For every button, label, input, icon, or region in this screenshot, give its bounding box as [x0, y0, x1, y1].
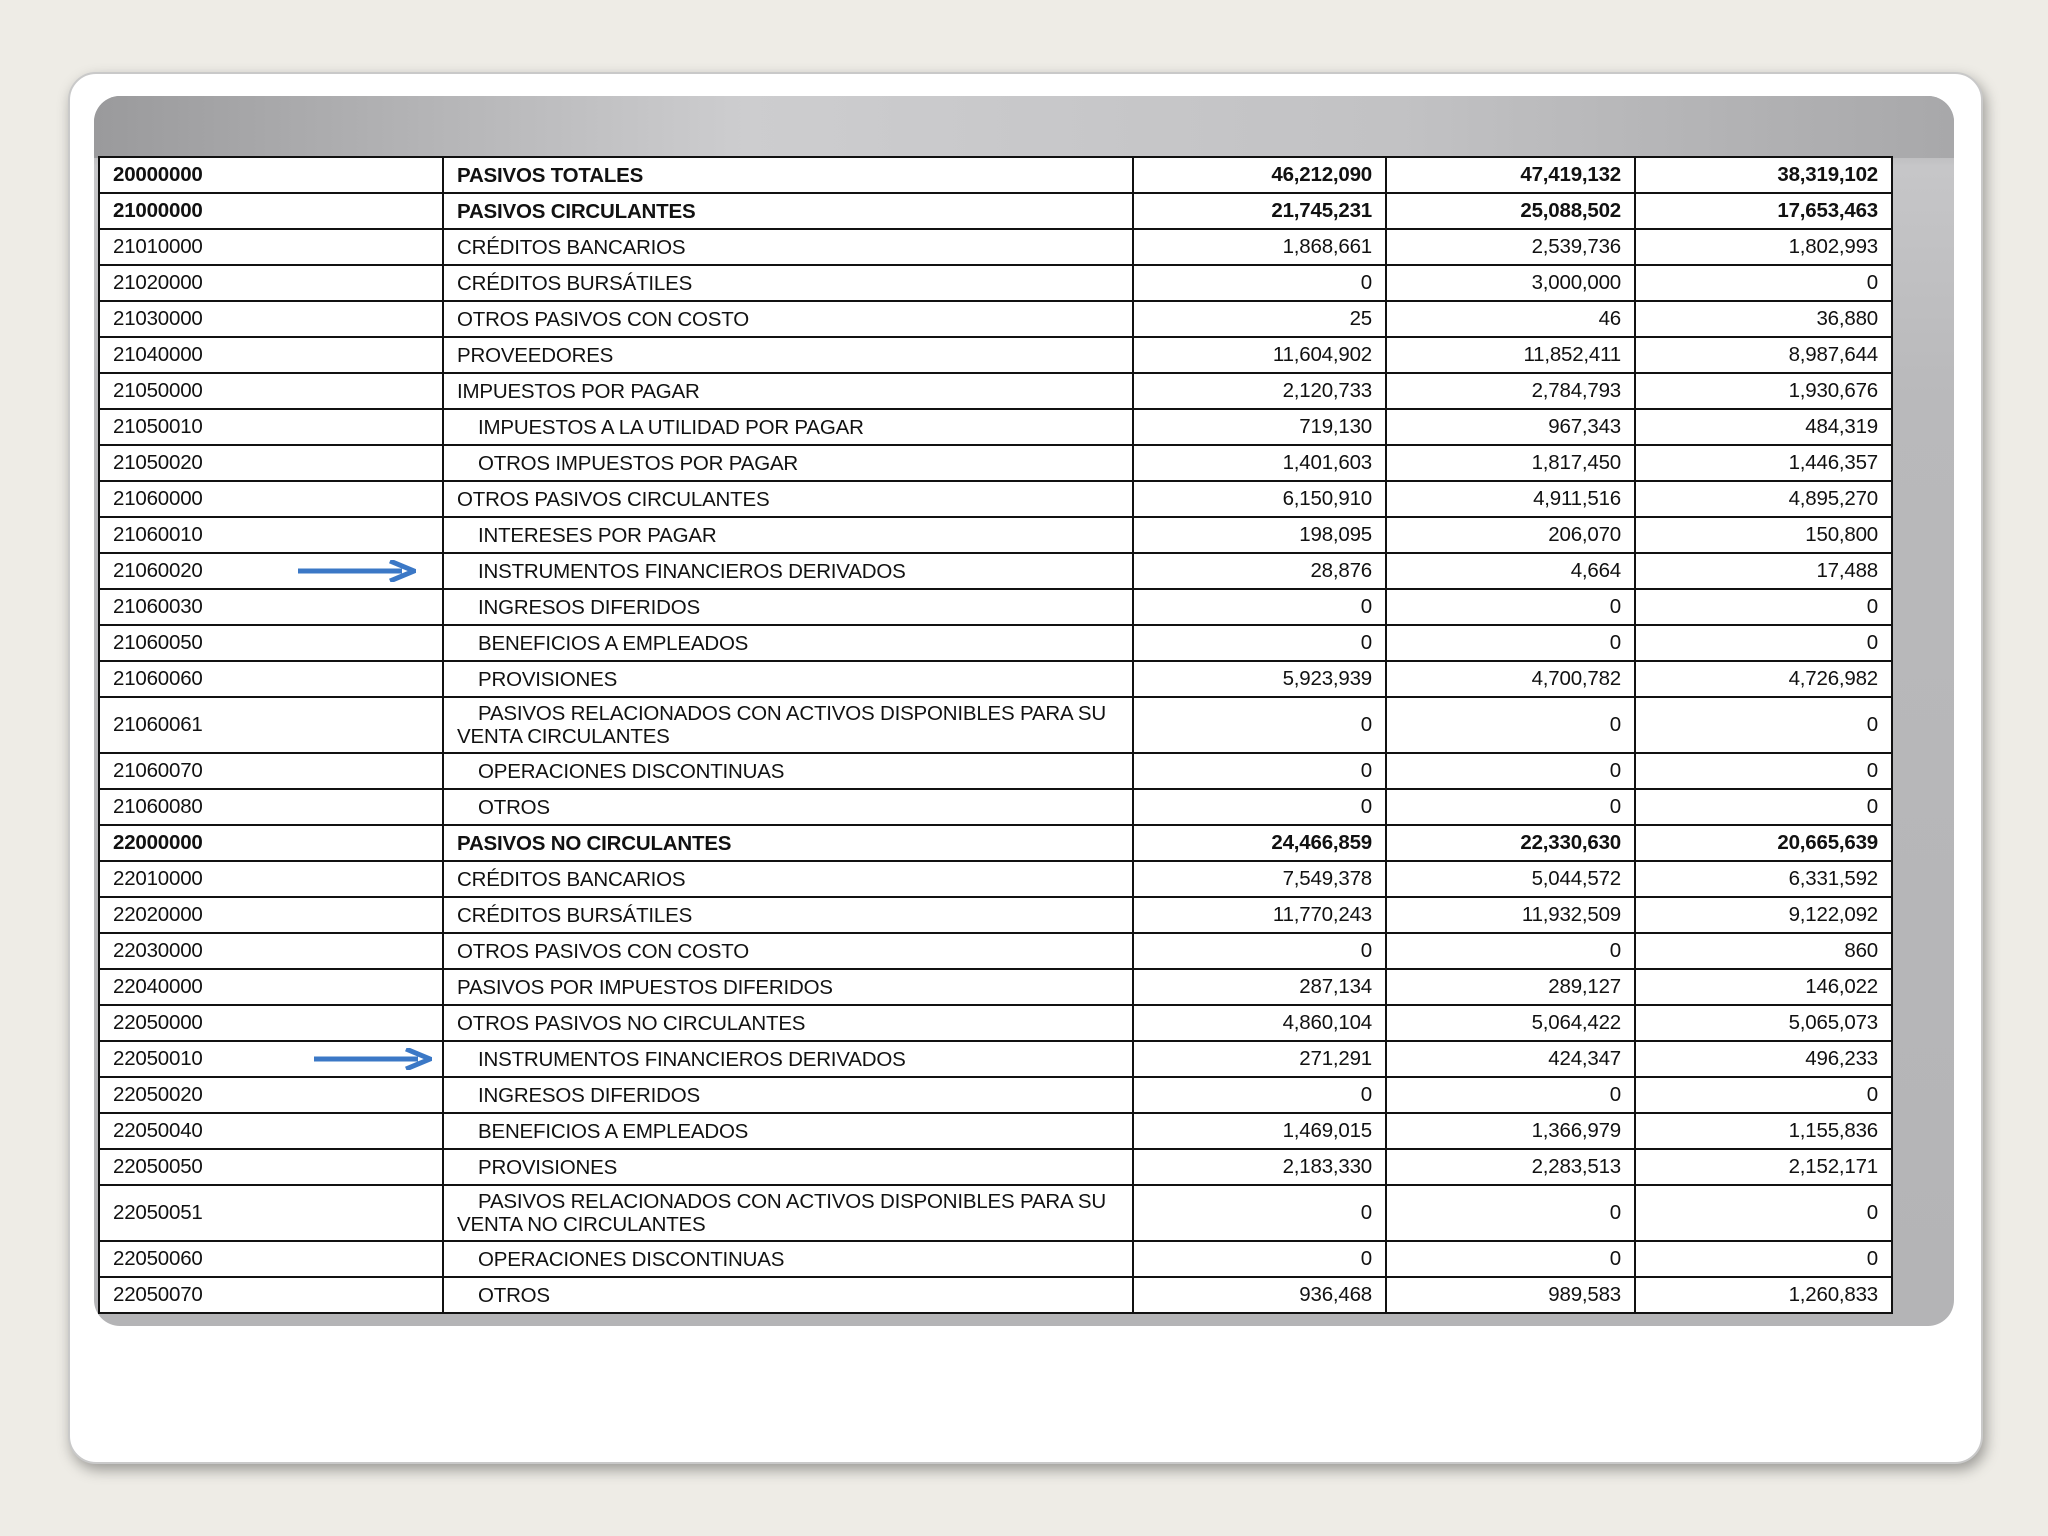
account-code-cell [99, 553, 443, 589]
account-description [443, 1077, 1133, 1113]
account-description [443, 1113, 1133, 1149]
amount-period-2: 0 [1386, 1077, 1635, 1113]
amount-period-1: 5,923,939 [1133, 661, 1386, 697]
table-row [99, 373, 1892, 409]
amount-period-2: 424,347 [1386, 1041, 1635, 1077]
amount-period-2: 0 [1386, 625, 1635, 661]
account-description [443, 517, 1133, 553]
account-code-cell [99, 517, 443, 553]
amount-period-2: 5,044,572 [1386, 861, 1635, 897]
amount-period-2: 0 [1386, 1185, 1635, 1241]
account-code: 21060060 [113, 667, 203, 690]
account-code: 22050060 [113, 1247, 203, 1270]
amount-period-2: 1,366,979 [1386, 1113, 1635, 1149]
account-code: 22050010 [113, 1047, 203, 1070]
account-code-cell [99, 825, 443, 861]
table-row [99, 753, 1892, 789]
account-code-cell [99, 1005, 443, 1041]
amount-period-3: 0 [1635, 789, 1892, 825]
table-row [99, 229, 1892, 265]
amount-period-1: 1,868,661 [1133, 229, 1386, 265]
description-text: PASIVOS RELACIONADOS CON ACTIVOS DISPONIBLES PARA SU [478, 702, 1106, 725]
table-row [99, 193, 1892, 229]
table-row [99, 301, 1892, 337]
account-code: 21060050 [113, 631, 203, 654]
account-code: 22000000 [113, 831, 203, 854]
account-description [443, 1241, 1133, 1277]
amount-period-1: 46,212,090 [1133, 157, 1386, 193]
table-row [99, 1005, 1892, 1041]
description-text: PASIVOS TOTALES [457, 163, 644, 187]
amount-period-1: 21,745,231 [1133, 193, 1386, 229]
account-description [443, 661, 1133, 697]
amount-period-1: 0 [1133, 753, 1386, 789]
account-code-cell [99, 625, 443, 661]
table-row [99, 1185, 1892, 1241]
description-text: OTROS PASIVOS NO CIRCULANTES [457, 1011, 806, 1035]
table-row [99, 1149, 1892, 1185]
table-row [99, 265, 1892, 301]
amount-period-2: 5,064,422 [1386, 1005, 1635, 1041]
table-row [99, 897, 1892, 933]
amount-period-1: 936,468 [1133, 1277, 1386, 1313]
amount-period-1: 0 [1133, 697, 1386, 753]
description-text-continued: VENTA CIRCULANTES [457, 725, 670, 748]
description-text: BENEFICIOS A EMPLEADOS [478, 631, 749, 655]
table-row [99, 661, 1892, 697]
amount-period-2: 4,664 [1386, 553, 1635, 589]
amount-period-1: 0 [1133, 1185, 1386, 1241]
account-code-cell [99, 265, 443, 301]
account-code-cell [99, 1077, 443, 1113]
account-description [443, 1149, 1133, 1185]
amount-period-3: 1,930,676 [1635, 373, 1892, 409]
account-code-cell [99, 861, 443, 897]
account-description [443, 825, 1133, 861]
description-text: OTROS PASIVOS CON COSTO [457, 939, 749, 963]
amount-period-2: 0 [1386, 789, 1635, 825]
amount-period-3: 36,880 [1635, 301, 1892, 337]
account-code: 22050040 [113, 1119, 203, 1142]
account-code-cell [99, 969, 443, 1005]
amount-period-2: 2,784,793 [1386, 373, 1635, 409]
account-code: 22010000 [113, 867, 203, 890]
description-text: CRÉDITOS BURSÁTILES [457, 903, 693, 927]
description-text: OPERACIONES DISCONTINUAS [478, 1247, 785, 1271]
amount-period-1: 11,770,243 [1133, 897, 1386, 933]
amount-period-2: 2,283,513 [1386, 1149, 1635, 1185]
description-text: OTROS IMPUESTOS POR PAGAR [478, 451, 799, 475]
account-code: 21050000 [113, 379, 203, 402]
amount-period-1: 2,120,733 [1133, 373, 1386, 409]
amount-period-3: 1,446,357 [1635, 445, 1892, 481]
table-row [99, 589, 1892, 625]
table-row [99, 861, 1892, 897]
account-description [443, 897, 1133, 933]
table-row [99, 1077, 1892, 1113]
account-description [443, 337, 1133, 373]
amount-period-3: 17,653,463 [1635, 193, 1892, 229]
amount-period-1: 1,469,015 [1133, 1113, 1386, 1149]
account-code-cell [99, 789, 443, 825]
amount-period-1: 271,291 [1133, 1041, 1386, 1077]
amount-period-3: 0 [1635, 589, 1892, 625]
amount-period-3: 1,155,836 [1635, 1113, 1892, 1149]
amount-period-1: 7,549,378 [1133, 861, 1386, 897]
account-description [443, 697, 1133, 753]
table-row [99, 337, 1892, 373]
amount-period-2: 4,700,782 [1386, 661, 1635, 697]
account-code-cell [99, 337, 443, 373]
account-code-cell [99, 697, 443, 753]
description-text: PASIVOS CIRCULANTES [457, 199, 696, 223]
account-code: 21050020 [113, 451, 203, 474]
account-description [443, 753, 1133, 789]
account-description [443, 625, 1133, 661]
amount-period-1: 0 [1133, 1241, 1386, 1277]
account-description [443, 969, 1133, 1005]
description-text: PASIVOS NO CIRCULANTES [457, 831, 732, 855]
table-row [99, 1277, 1892, 1313]
description-text: CRÉDITOS BANCARIOS [457, 235, 686, 259]
description-text: INSTRUMENTOS FINANCIEROS DERIVADOS [478, 559, 906, 583]
amount-period-2: 22,330,630 [1386, 825, 1635, 861]
table-row [99, 409, 1892, 445]
account-code-cell [99, 157, 443, 193]
amount-period-1: 25 [1133, 301, 1386, 337]
amount-period-2: 0 [1386, 933, 1635, 969]
amount-period-3: 150,800 [1635, 517, 1892, 553]
amount-period-3: 0 [1635, 1077, 1892, 1113]
amount-period-2: 206,070 [1386, 517, 1635, 553]
amount-period-1: 0 [1133, 933, 1386, 969]
table-row [99, 553, 1892, 589]
amount-period-1: 0 [1133, 589, 1386, 625]
account-code: 21060080 [113, 795, 203, 818]
account-code: 21030000 [113, 307, 203, 330]
description-text: PASIVOS POR IMPUESTOS DIFERIDOS [457, 975, 833, 999]
account-code-cell [99, 1041, 443, 1077]
amount-period-3: 146,022 [1635, 969, 1892, 1005]
amount-period-3: 0 [1635, 1241, 1892, 1277]
account-description [443, 373, 1133, 409]
description-text: CRÉDITOS BURSÁTILES [457, 271, 693, 295]
amount-period-1: 1,401,603 [1133, 445, 1386, 481]
amount-period-3: 8,987,644 [1635, 337, 1892, 373]
account-code-cell [99, 445, 443, 481]
amount-period-1: 287,134 [1133, 969, 1386, 1005]
amount-period-3: 38,319,102 [1635, 157, 1892, 193]
account-description [443, 553, 1133, 589]
amount-period-1: 719,130 [1133, 409, 1386, 445]
table-row [99, 789, 1892, 825]
account-description [443, 1185, 1133, 1241]
description-text: OTROS PASIVOS CIRCULANTES [457, 487, 770, 511]
account-code-cell [99, 933, 443, 969]
account-description [443, 789, 1133, 825]
right-arrow-icon [298, 560, 416, 582]
table-row [99, 625, 1892, 661]
account-code-cell [99, 1149, 443, 1185]
amount-period-3: 4,726,982 [1635, 661, 1892, 697]
amount-period-2: 0 [1386, 753, 1635, 789]
amount-period-3: 17,488 [1635, 553, 1892, 589]
account-description [443, 589, 1133, 625]
account-code: 20000000 [113, 163, 203, 186]
amount-period-3: 0 [1635, 625, 1892, 661]
amount-period-2: 11,932,509 [1386, 897, 1635, 933]
description-text: INTERESES POR PAGAR [478, 523, 717, 547]
account-code: 22050000 [113, 1011, 203, 1034]
account-code: 21060010 [113, 523, 203, 546]
amount-period-2: 0 [1386, 1241, 1635, 1277]
account-code-cell [99, 373, 443, 409]
account-code: 21050010 [113, 415, 203, 438]
account-code-cell [99, 301, 443, 337]
description-text: INSTRUMENTOS FINANCIEROS DERIVADOS [478, 1047, 906, 1071]
account-code: 22050020 [113, 1083, 203, 1106]
account-code: 21010000 [113, 235, 203, 258]
table-row [99, 933, 1892, 969]
description-text-continued: VENTA NO CIRCULANTES [457, 1213, 706, 1236]
account-code-cell [99, 589, 443, 625]
table-row [99, 517, 1892, 553]
amount-period-2: 1,817,450 [1386, 445, 1635, 481]
account-description [443, 409, 1133, 445]
amount-period-3: 2,152,171 [1635, 1149, 1892, 1185]
amount-period-1: 2,183,330 [1133, 1149, 1386, 1185]
account-description [443, 1005, 1133, 1041]
amount-period-3: 1,802,993 [1635, 229, 1892, 265]
amount-period-1: 0 [1133, 1077, 1386, 1113]
table-row [99, 825, 1892, 861]
amount-period-2: 46 [1386, 301, 1635, 337]
account-code: 21060000 [113, 487, 203, 510]
table-row [99, 445, 1892, 481]
amount-period-3: 4,895,270 [1635, 481, 1892, 517]
right-arrow-icon [314, 1048, 432, 1070]
description-text: OTROS PASIVOS CON COSTO [457, 307, 749, 331]
description-text: OTROS [478, 795, 550, 819]
amount-period-1: 198,095 [1133, 517, 1386, 553]
amount-period-2: 289,127 [1386, 969, 1635, 1005]
account-description [443, 445, 1133, 481]
description-text: BENEFICIOS A EMPLEADOS [478, 1119, 749, 1143]
description-text: PASIVOS RELACIONADOS CON ACTIVOS DISPONIBLES PARA SU [478, 1190, 1106, 1213]
amount-period-3: 0 [1635, 753, 1892, 789]
description-text: IMPUESTOS A LA UTILIDAD POR PAGAR [478, 415, 864, 439]
amount-period-2: 2,539,736 [1386, 229, 1635, 265]
amount-period-2: 47,419,132 [1386, 157, 1635, 193]
amount-period-3: 9,122,092 [1635, 897, 1892, 933]
amount-period-2: 4,911,516 [1386, 481, 1635, 517]
account-description [443, 301, 1133, 337]
table-row [99, 1241, 1892, 1277]
amount-period-1: 0 [1133, 789, 1386, 825]
amount-period-3: 20,665,639 [1635, 825, 1892, 861]
table-row [99, 969, 1892, 1005]
account-code: 21060030 [113, 595, 203, 618]
account-description [443, 265, 1133, 301]
account-code-cell [99, 193, 443, 229]
description-text: OPERACIONES DISCONTINUAS [478, 759, 785, 783]
account-code: 21060020 [113, 559, 203, 582]
table-row [99, 157, 1892, 193]
account-code: 22050050 [113, 1155, 203, 1178]
amount-period-2: 11,852,411 [1386, 337, 1635, 373]
account-code: 22040000 [113, 975, 203, 998]
table-row [99, 1113, 1892, 1149]
account-code: 22050070 [113, 1283, 203, 1306]
account-code-cell [99, 1277, 443, 1313]
description-text: PROVISIONES [478, 1155, 618, 1179]
account-code-cell [99, 1241, 443, 1277]
description-text: CRÉDITOS BANCARIOS [457, 867, 686, 891]
liabilities-table [98, 156, 1893, 1314]
account-description [443, 229, 1133, 265]
amount-period-1: 0 [1133, 625, 1386, 661]
description-text: PROVISIONES [478, 667, 618, 691]
amount-period-2: 0 [1386, 697, 1635, 753]
account-code-cell [99, 229, 443, 265]
amount-period-2: 0 [1386, 589, 1635, 625]
amount-period-2: 989,583 [1386, 1277, 1635, 1313]
account-code-cell [99, 481, 443, 517]
account-code-cell [99, 409, 443, 445]
account-description [443, 933, 1133, 969]
amount-period-2: 967,343 [1386, 409, 1635, 445]
amount-period-1: 6,150,910 [1133, 481, 1386, 517]
account-code: 21000000 [113, 199, 203, 222]
amount-period-1: 24,466,859 [1133, 825, 1386, 861]
account-code-cell [99, 753, 443, 789]
amount-period-3: 6,331,592 [1635, 861, 1892, 897]
account-code: 21040000 [113, 343, 203, 366]
account-code: 22030000 [113, 939, 203, 962]
amount-period-1: 0 [1133, 265, 1386, 301]
description-text: PROVEEDORES [457, 343, 614, 367]
table-row [99, 481, 1892, 517]
account-code: 21060070 [113, 759, 203, 782]
account-description [443, 1041, 1133, 1077]
amount-period-2: 3,000,000 [1386, 265, 1635, 301]
account-code-cell [99, 897, 443, 933]
account-code: 22020000 [113, 903, 203, 926]
amount-period-3: 860 [1635, 933, 1892, 969]
table-row [99, 697, 1892, 753]
account-description [443, 1277, 1133, 1313]
amount-period-2: 25,088,502 [1386, 193, 1635, 229]
description-text: INGRESOS DIFERIDOS [478, 1083, 700, 1107]
amount-period-3: 496,233 [1635, 1041, 1892, 1077]
account-description [443, 157, 1133, 193]
amount-period-3: 0 [1635, 697, 1892, 753]
amount-period-3: 1,260,833 [1635, 1277, 1892, 1313]
table-body [99, 157, 1892, 1313]
account-code: 21020000 [113, 271, 203, 294]
amount-period-1: 4,860,104 [1133, 1005, 1386, 1041]
description-text: INGRESOS DIFERIDOS [478, 595, 700, 619]
amount-period-1: 11,604,902 [1133, 337, 1386, 373]
account-code: 22050051 [113, 1201, 203, 1224]
table-row [99, 1041, 1892, 1077]
account-description [443, 481, 1133, 517]
amount-period-3: 5,065,073 [1635, 1005, 1892, 1041]
account-code: 21060061 [113, 713, 203, 736]
account-description [443, 193, 1133, 229]
account-code-cell [99, 661, 443, 697]
description-text: IMPUESTOS POR PAGAR [457, 379, 700, 403]
description-text: OTROS [478, 1283, 550, 1307]
amount-period-3: 484,319 [1635, 409, 1892, 445]
amount-period-3: 0 [1635, 1185, 1892, 1241]
amount-period-1: 28,876 [1133, 553, 1386, 589]
account-description [443, 861, 1133, 897]
account-code-cell [99, 1185, 443, 1241]
amount-period-3: 0 [1635, 265, 1892, 301]
account-code-cell [99, 1113, 443, 1149]
